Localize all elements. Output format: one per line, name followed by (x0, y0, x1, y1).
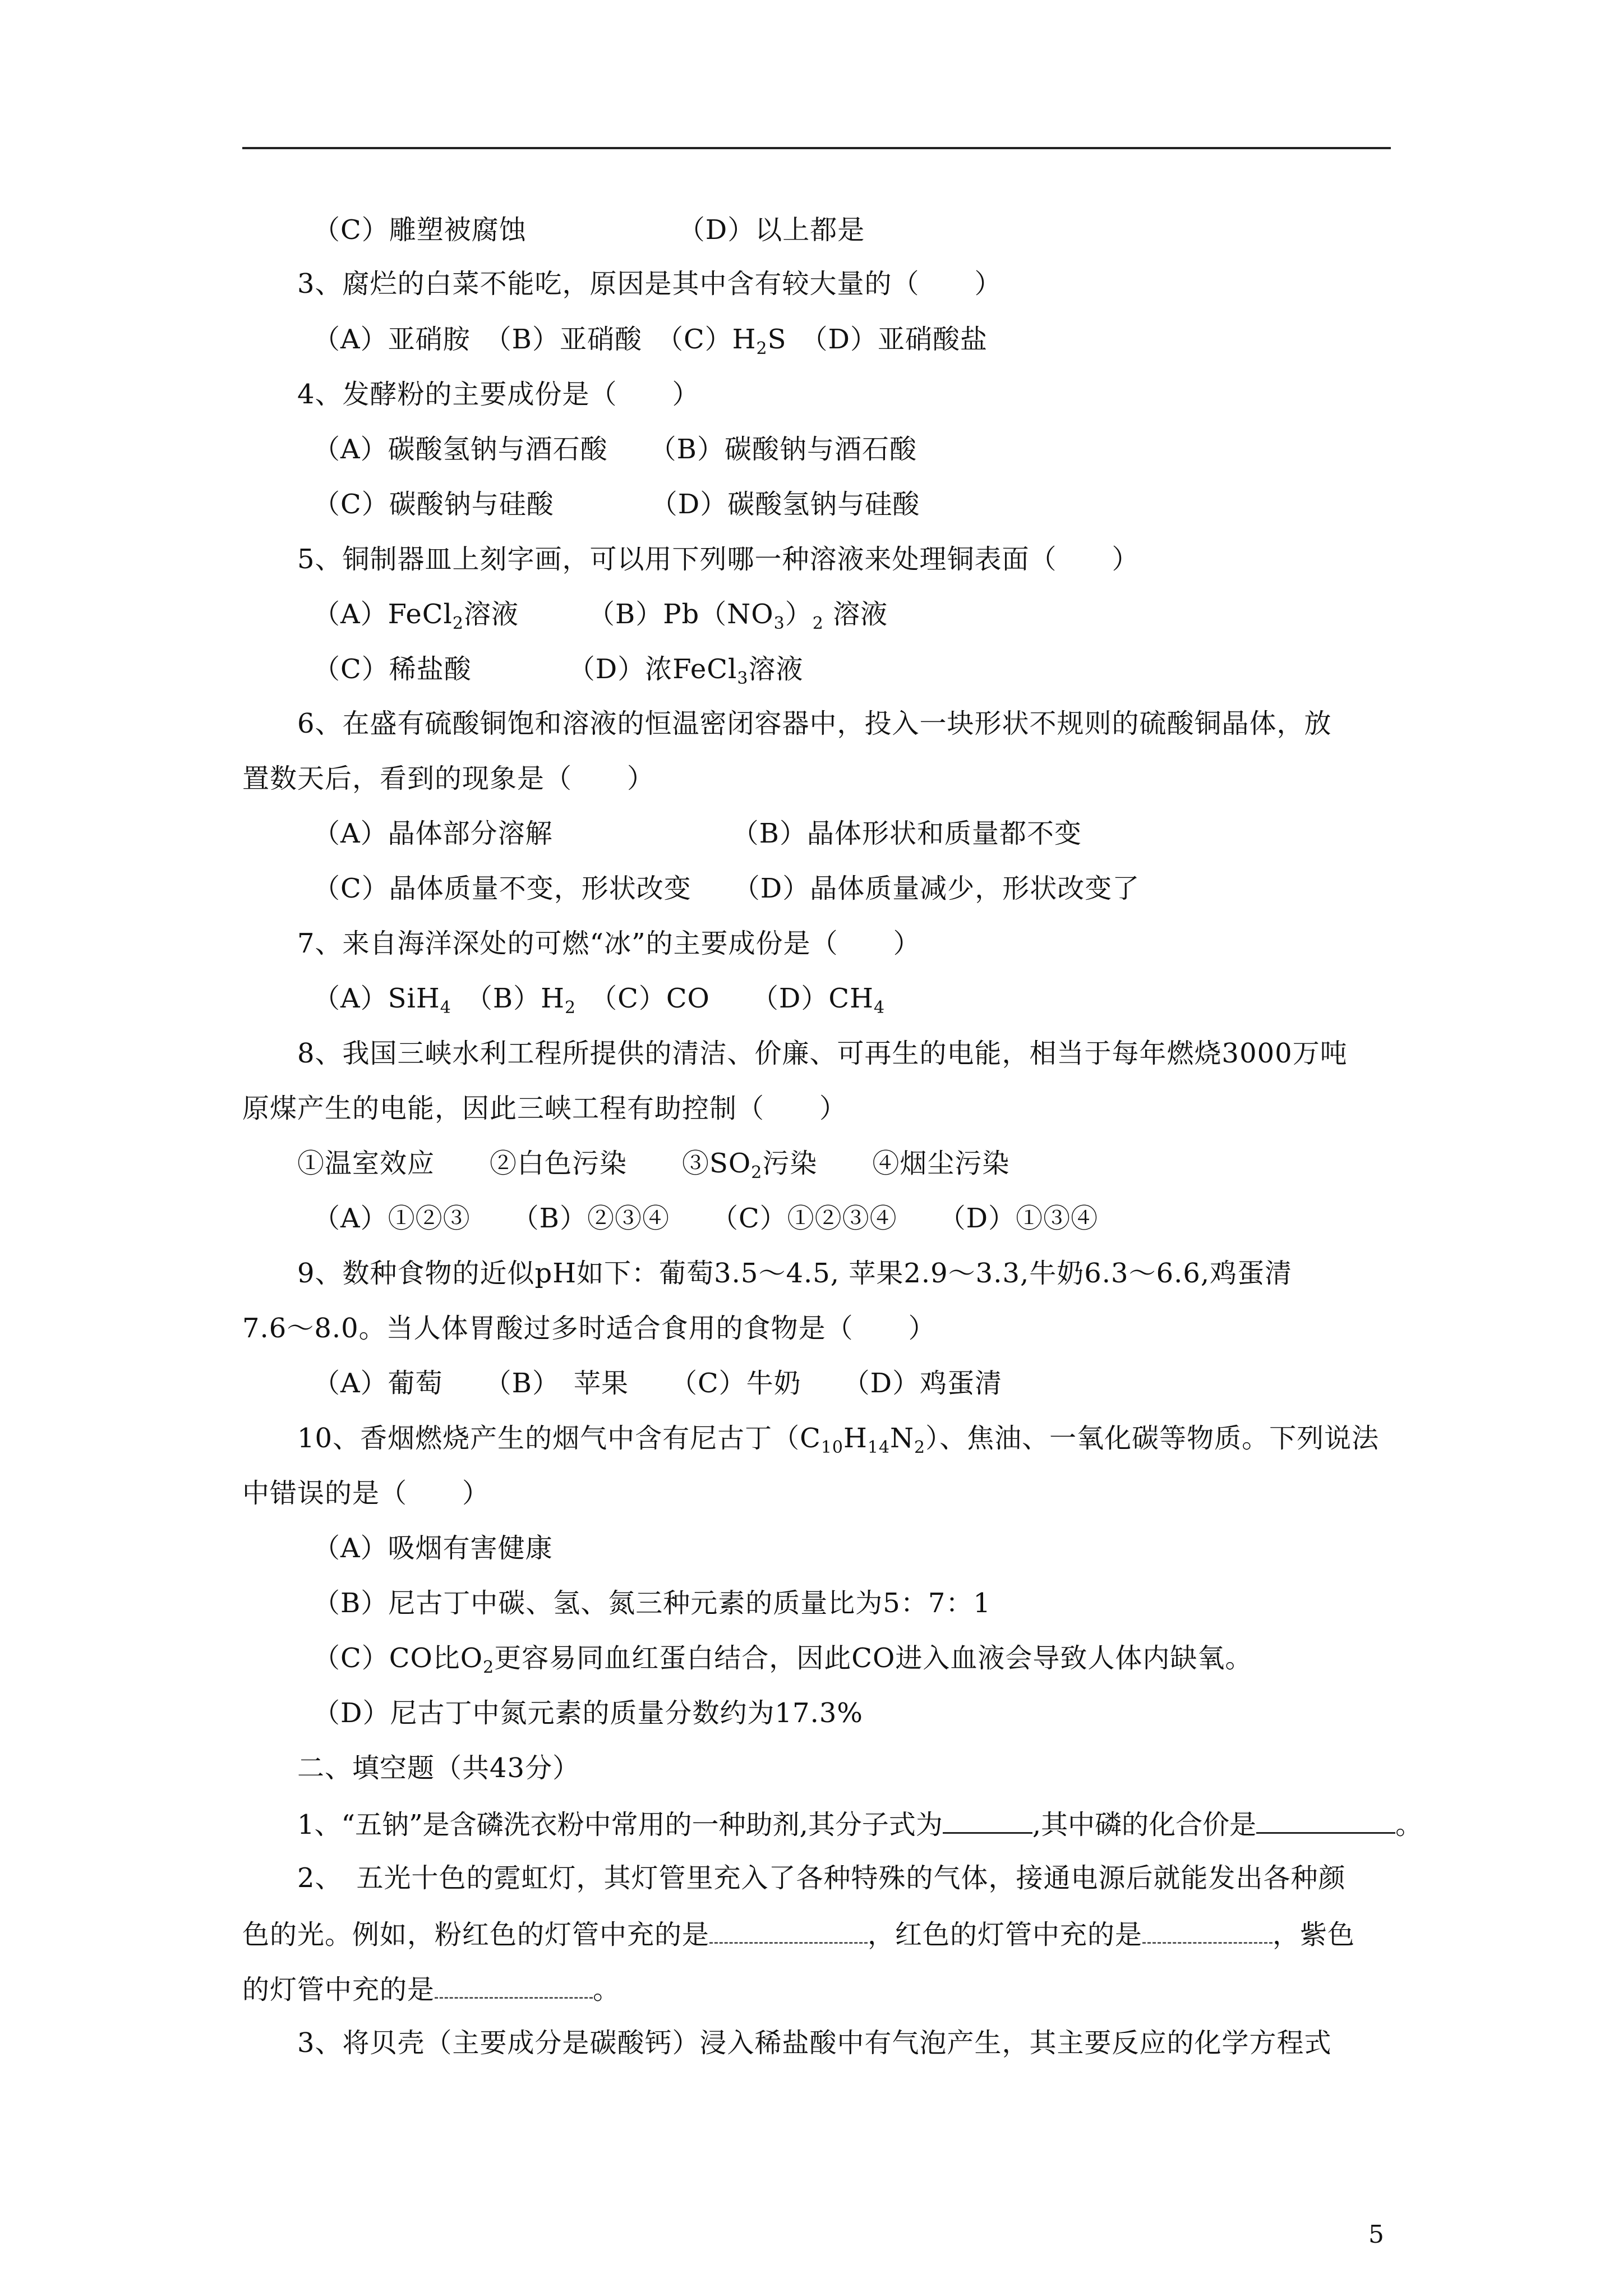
question-3: 3、腐烂的白菜不能吃，原因是其中含有较大量的（ ） (297, 268, 1002, 300)
question-6: 6、在盛有硫酸铜饱和溶液的恒温密闭容器中，投入一块形状不规则的硫酸铜晶体，放 (297, 708, 1332, 739)
fill-question-3: 3、将贝壳（主要成分是碳酸钙）浸入稀盐酸中有气泡产生，其主要反应的化学方程式 (297, 2027, 1332, 2059)
q10-option-b: （B）尼古丁中碳、氢、氮三种元素的质量比为5：7：1 (313, 1588, 991, 1619)
q5-options-a-b: （A）FeCl$_2$溶液 $(B)Pb(NO_3)_2$ 溶液 (313, 599, 888, 633)
q9-options: （A）葡萄 （B） 苹果 （C）牛奶 （D）鸡蛋清 (313, 1368, 1003, 1399)
q10-option-a: （A）吸烟有害健康 (313, 1533, 553, 1564)
header-rule (242, 147, 1391, 149)
page-number: 5 (1368, 2220, 1384, 2249)
answer-blank[interactable] (1142, 1916, 1272, 1944)
q6-options-a-b: （A）晶体部分溶解 （B）晶体形状和质量都不变 (313, 818, 1082, 849)
q8-items: ①温室效应 ②白色污染 $③SO_2$污染 ④烟尘污染 (297, 1148, 1010, 1182)
q2-options-c-d: （C）雕塑被腐蚀 （D）以上都是 (313, 214, 865, 246)
answer-blank[interactable] (943, 1806, 1032, 1834)
question-8-cont: 原煤产生的电能，因此三峡工程有助控制（ ） (242, 1093, 847, 1124)
answer-blank[interactable] (1256, 1806, 1395, 1834)
q10-option-d: （D）尼古丁中氮元素的质量分数约为17.3% (313, 1697, 863, 1729)
q8-options: （A）①②③ （B）②③④ （C）①②③④ （D）①③④ (313, 1203, 1099, 1234)
question-9: 9、数种食物的近似pH如下：葡萄3.5～4.5, 苹果2.9～3.3,牛奶6.3～6.6,鸡蛋清 (297, 1258, 1293, 1289)
question-10: 10、香烟燃烧产生的烟气中含有尼古丁$(C_{10}H_{14}N_2)$、焦油、一氧化碳等物质。下列说法 (297, 1423, 1380, 1457)
question-5: 5、铜制器皿上刻字画，可以用下列哪一种溶液来处理铜表面（ ） (297, 544, 1140, 575)
section-fill-in-title: 二、填空题（共43分） (297, 1752, 580, 1784)
q10-option-c: （C）CO比$O_2$更容易同血红蛋白结合，因此CO进入血液会导致人体内缺氧。 (313, 1642, 1253, 1677)
question-9-cont: 7.6～8.0。当人体胃酸过多时适合食用的食物是（ ） (242, 1313, 936, 1344)
q6-options-c-d: （C）晶体质量不变，形状改变 （D）晶体质量减少，形状改变了 (313, 873, 1140, 904)
q5-options-c-d: （C）稀盐酸 （D）浓FeCl$_3$溶液 (313, 654, 804, 688)
answer-blank[interactable] (709, 1916, 868, 1944)
question-7: 7、来自海洋深处的可燃“冰”的主要成份是（ ） (297, 928, 921, 959)
question-4: 4、发酵粉的主要成份是（ ） (297, 379, 700, 410)
question-10-cont: 中错误的是（ ） (242, 1478, 490, 1509)
q3-options: （A）亚硝胺 （B）亚硝酸 $(C)H_2S$ （D）亚硝酸盐 (313, 324, 988, 358)
fill-question-2-end: 的灯管中充的是 。 (242, 1971, 620, 2007)
q7-options: （A）SiH$_4$ $(B)H_2$ （C）CO $(D)CH_4$ (313, 983, 886, 1018)
fill-question-2: 2、 五光十色的霓虹灯，其灯管里充入了各种特殊的气体，接通电源后就能发出各种颜 (297, 1862, 1346, 1894)
answer-blank[interactable] (435, 1971, 593, 1999)
q4-options-a-b: （A）碳酸氢钠与酒石酸 （B）碳酸钠与酒石酸 (313, 434, 917, 465)
question-8: 8、我国三峡水利工程所提供的清洁、价廉、可再生的电能，相当于每年燃烧3000万吨 (297, 1038, 1348, 1069)
q4-options-c-d: （C）碳酸钠与硅酸 （D）碳酸氢钠与硅酸 (313, 489, 920, 520)
fill-question-1: 1、“五钠”是含磷洗衣粉中常用的一种助剂,其分子式为 ,其中磷的化合价是 。 (297, 1806, 1422, 1842)
fill-question-2-cont: 色的光。例如，粉红色的灯管中充的是 ，红色的灯管中充的是 ，紫色 (242, 1916, 1355, 1952)
question-6-cont: 置数天后，看到的现象是（ ） (242, 763, 655, 794)
